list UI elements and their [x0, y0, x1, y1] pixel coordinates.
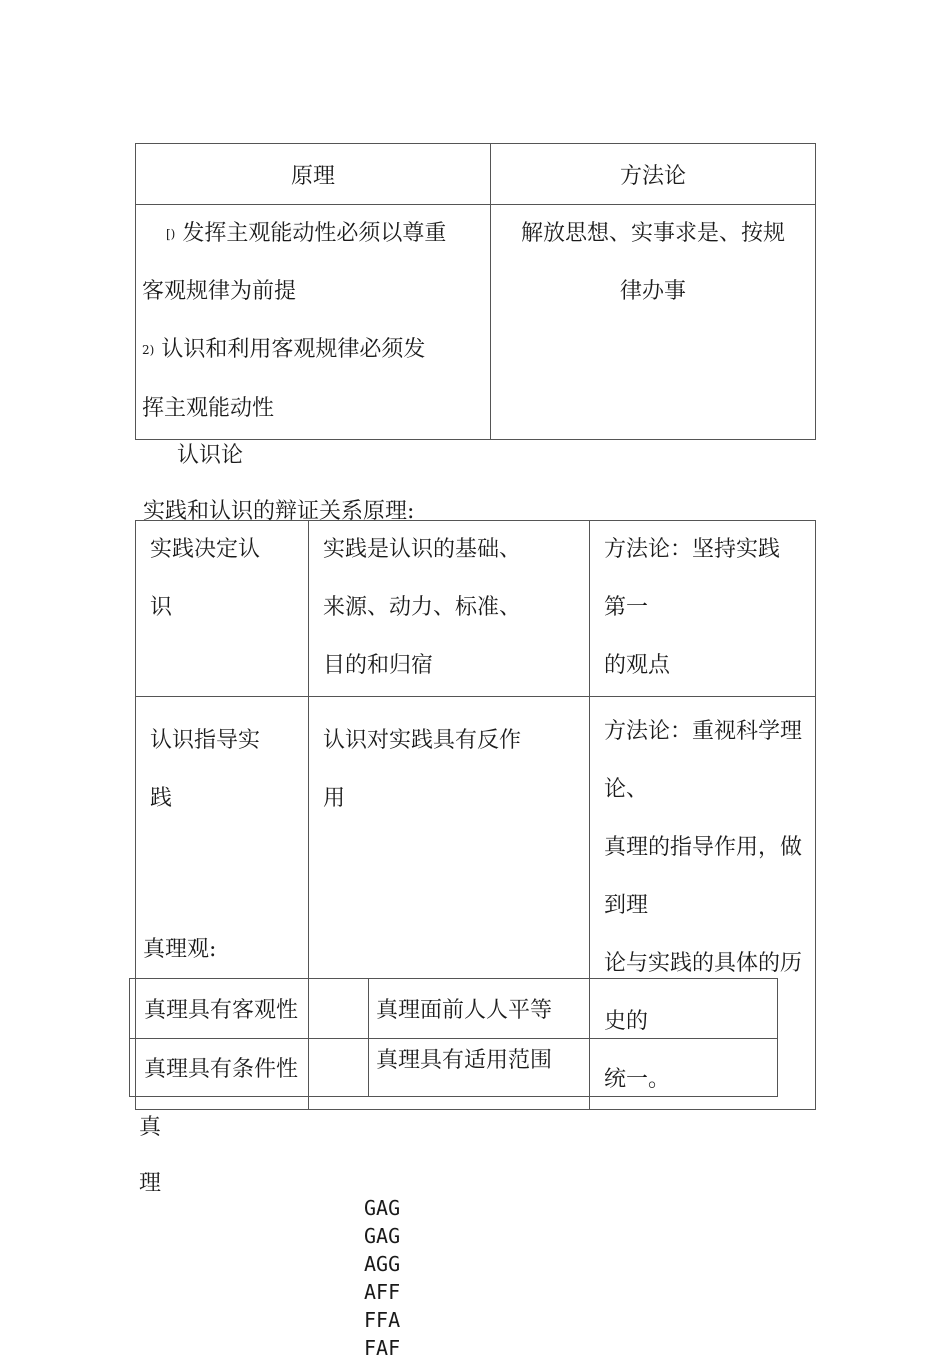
- table-row: [136, 521, 816, 697]
- truth-row2-left-text: 真理具有条件性: [144, 1057, 299, 1082]
- code-line: GAG: [364, 1196, 401, 1220]
- item-2-marker: 2): [142, 343, 155, 357]
- code-line: AFF: [364, 1280, 401, 1304]
- truth-row1-right: [369, 979, 778, 1039]
- row1-col2-line-1: 实践是认识的基础、: [323, 537, 522, 562]
- method-cell: [491, 205, 816, 440]
- table-row: [130, 979, 778, 1039]
- section-epistemology: 认识论: [177, 443, 244, 468]
- principle-item-1-line-1: [) 发挥主观能动性必须以尊重: [166, 221, 447, 246]
- row1-col3-line-2: 的观点: [604, 653, 671, 678]
- truth-row1-left: [130, 979, 369, 1039]
- row1-col2-line-2: 来源、动力、标准、: [323, 595, 522, 620]
- row1-col2-line-3: 目的和归宿: [323, 653, 434, 678]
- truth-row1-left-text: 真理具有客观性: [144, 998, 299, 1023]
- method-line-2: 律办事: [619, 279, 686, 304]
- row2-col3-line-1: 方法论：重视科学理论、: [604, 719, 803, 802]
- method-line-1: 解放思想、实事求是、按规: [520, 221, 785, 246]
- section-practice-intro: 实践和认识的辩证关系原理:: [143, 499, 415, 524]
- section-truth: 真理观:: [143, 937, 217, 962]
- truth-row2-left: [130, 1039, 369, 1097]
- row1-col3: [590, 521, 816, 697]
- truth-row2-right: [369, 1039, 778, 1097]
- row2-col2-line-1: 认识对实践具有反作: [323, 728, 522, 753]
- vertical-char-2: 理: [139, 1171, 162, 1196]
- row1-col1-line-1: 实践决定认: [150, 537, 261, 562]
- row2-col1-line-2: 践: [150, 786, 173, 811]
- truth-row1-right-text: 真理面前人人平等: [376, 998, 553, 1023]
- header-principle-label: 原理: [290, 163, 335, 189]
- principle-item-1-line-2: 客观规律为前提: [142, 279, 297, 304]
- code-line: AGG: [364, 1252, 401, 1276]
- header-method-label: 方法论: [619, 163, 686, 189]
- truth-row2-right-text: 真理具有适用范围: [376, 1048, 553, 1073]
- row1-col3-line-1: 方法论：坚持实践第一: [604, 537, 781, 620]
- row2-col1-line-1: 认识指导实: [150, 728, 261, 753]
- row2-col3-line-2: 真理的指导作用，做到理: [604, 835, 803, 918]
- principle-cell: [136, 205, 491, 440]
- header-principle: [136, 144, 491, 205]
- vertical-char-1: 真: [139, 1115, 162, 1140]
- code-line: GAG: [364, 1224, 401, 1248]
- principle-method-table: [135, 143, 816, 440]
- code-line: FAF: [364, 1336, 401, 1360]
- row1-col2: [309, 521, 590, 697]
- code-line: FFA: [364, 1308, 401, 1332]
- table-row: [130, 1039, 778, 1097]
- principle-item-2-line-2: 挥主观能动性: [142, 396, 275, 421]
- row2-col3-line-3: 论与实践的具体的历史的: [604, 951, 803, 1034]
- code-list: [364, 1194, 400, 1362]
- row1-col1-line-2: 识: [150, 595, 173, 620]
- item-1-marker: [): [166, 227, 176, 241]
- row1-col1: [136, 521, 309, 697]
- row2-col2-line-2: 用: [323, 786, 346, 811]
- row2-col3-line-4: 统一。: [604, 1067, 671, 1092]
- principle-item-2-line-1: 2) 认识和利用客观规律必须发: [142, 337, 426, 362]
- header-method: [491, 144, 816, 205]
- truth-table: [129, 978, 778, 1097]
